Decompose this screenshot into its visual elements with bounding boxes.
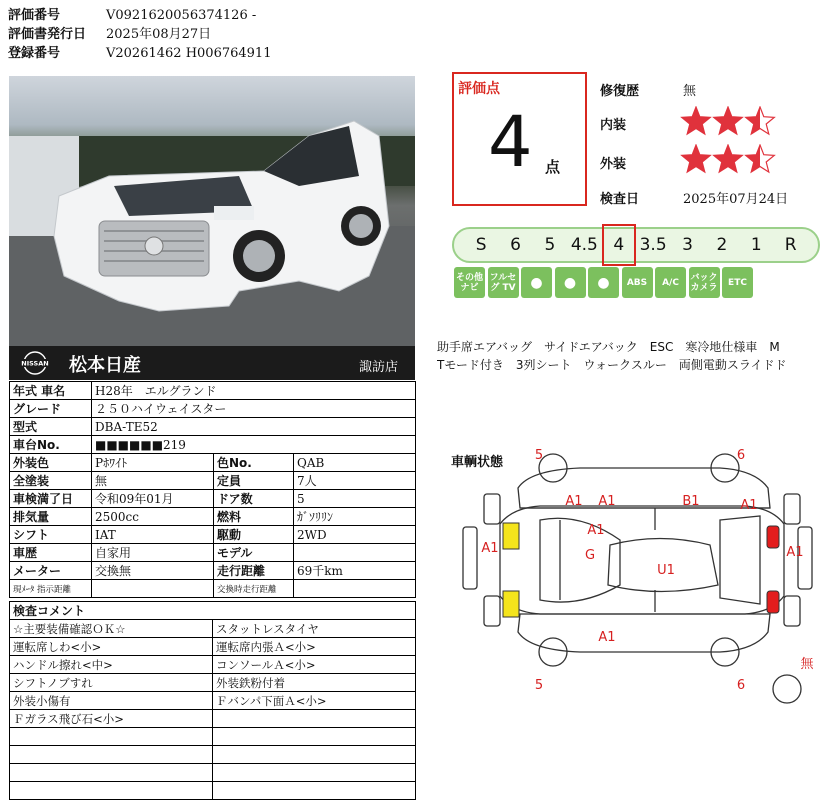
comment-row [10,692,416,710]
spec-value: 無 [92,472,214,490]
damage-mark: A1 [740,498,758,513]
comment-cell: 運転席しわ<小> [10,638,213,656]
comment-cell [213,782,416,800]
issue-date-row [8,26,211,44]
grade-scale-item: R [784,235,797,255]
spec-row [10,382,416,400]
comment-row [10,674,416,692]
etc-icon: ETC [722,267,753,298]
comment-row [10,620,416,638]
issue-date-label: 評価書発行日 [8,27,87,42]
comment-cell: Ｆバンパ下面Ａ<小> [213,692,416,710]
spec-value: 2WD [294,526,416,544]
damage-mark: 6 [736,448,746,463]
spec-key: 色No. [214,454,294,472]
spec-value [92,580,214,598]
spec-key: ドア数 [214,490,294,508]
registration-row [8,45,271,63]
nav-icon: その他 ナビ [454,267,485,298]
rear-right-light [767,591,779,613]
spec-key: 車台No. [10,436,92,454]
spec-row [10,562,416,580]
backcam-icon: バック カメラ [689,267,720,298]
damage-mark: 5 [534,678,544,693]
options-line-2: Tモード付き 3列シート ウォークスルー 両側電動スライドド [437,358,787,372]
issue-date-value: 2025年08月27日 [106,27,212,42]
smartkey-icon: ● [555,267,586,298]
spec-key: 全塗装 [10,472,92,490]
spec-key: メーター [10,562,92,580]
registration-label: 登録番号 [8,46,61,61]
spec-key: 走行距離 [214,562,294,580]
spec-key: 交換時走行距離 [214,580,294,598]
damage-mark: A1 [565,494,583,509]
comment-row [10,782,416,800]
spec-value: 2500cc [92,508,214,526]
options-line-1: 助手席エアバッグ サイドエアバック ESC 寒冷地仕様車 M [437,340,780,354]
spec-key: 外装色 [10,454,92,472]
spec-value: ２５０ハイウェイスター [92,400,416,418]
comment-cell: シフトノブすれ [10,674,213,692]
power-door-icon: ● [588,267,619,298]
ac-icon: A/C [655,267,686,298]
spec-key: グレード [10,400,92,418]
inspection-date-label: 検査日 [600,192,640,207]
comment-row [10,638,416,656]
comment-cell [213,710,416,728]
spec-key: 年式 車名 [10,382,92,400]
front-left-light [503,523,519,549]
comments-table-body [10,602,416,800]
spec-value [294,544,416,562]
diagram-title: 車輌状態 [451,455,504,470]
spec-table-body [10,382,416,598]
spec-value: QAB [294,454,416,472]
comment-cell [213,728,416,746]
grade-scale-item: 2 [716,235,728,255]
front-right-light [503,591,519,617]
spec-key: シフト [10,526,92,544]
registration-value: V20261462 H006764911 [106,46,272,61]
dealer-branch: 諏訪店 [359,360,399,375]
spec-table [9,381,416,598]
score-label: 評価点 [458,81,500,97]
spec-row [10,508,416,526]
nissan-logo-text: NISSAN [21,359,49,368]
damage-mark: 無 [800,657,814,672]
comment-cell [10,746,213,764]
damage-mark: G [584,548,596,563]
exterior-label: 外装 [600,157,627,172]
damage-mark: U1 [657,563,675,578]
damage-mark: 5 [534,448,544,463]
eval-number-label: 評価番号 [8,8,61,23]
dealer-name: 松本日産 [69,355,141,376]
comment-cell: ハンドル擦れ<中> [10,656,213,674]
spec-row [10,400,416,418]
grade-scale-item: 4 [604,226,634,264]
exterior-stars [680,144,784,176]
comment-cell [10,764,213,782]
spec-key: 車歴 [10,544,92,562]
comment-row [10,764,416,782]
spec-value: IAT [92,526,214,544]
spec-key: 現ﾒｰﾀ 指示距離 [10,580,92,598]
wheel-icon: ● [521,267,552,298]
spec-key: 定員 [214,472,294,490]
damage-mark: A1 [481,541,499,556]
spec-row [10,526,416,544]
star-fill [682,145,711,172]
car-outline [463,454,812,703]
grade-scale [452,227,820,263]
comment-cell [10,728,213,746]
spec-value: DBA-TE52 [92,418,416,436]
score-unit: 点 [545,158,561,176]
nissan-logo-icon [15,350,55,376]
spec-value: ｶﾞｿﾘﾘﾝ [294,508,416,526]
spec-key: 燃料 [214,508,294,526]
interior-stars [680,106,784,138]
damage-mark: A1 [598,630,616,645]
abs-icon: ABS [622,267,653,298]
eval-number-value: V0921620056374126 - [106,8,257,23]
comment-cell: 外装鉄粉付着 [213,674,416,692]
spec-key: 駆動 [214,526,294,544]
damage-mark: B1 [682,494,700,509]
spec-key: 排気量 [10,508,92,526]
grade-scale-item: 3 [682,235,693,255]
comment-cell: 外装小傷有 [10,692,213,710]
damage-mark: A1 [587,523,605,538]
tv-icon: フルセグ TV [488,267,519,298]
car-photo [9,76,415,346]
spec-value: 令和09年01月 [92,490,214,508]
spec-value: 自家用 [92,544,214,562]
comments-title: 検査コメント [10,602,416,620]
spec-value: H28年 エルグランド [92,382,416,400]
damage-mark: A1 [786,545,804,560]
comment-row [10,728,416,746]
repair-history-label: 修復歴 [600,84,640,99]
score-box [452,72,587,206]
star-fill [714,145,743,172]
comment-cell [213,746,416,764]
spec-row [10,454,416,472]
comment-cell [213,764,416,782]
dealer-bar [9,346,415,380]
grade-scale-item: 6 [510,235,521,255]
spec-row [10,418,416,436]
comment-cell [10,782,213,800]
spec-value: Pﾎﾜｲﾄ [92,454,214,472]
grade-scale-item: 3.5 [639,235,667,255]
vehicle-condition-diagram [450,440,827,708]
interior-label: 内装 [600,118,627,133]
car-photo-illustration [9,76,415,346]
spec-key: モデル [214,544,294,562]
damage-mark: 6 [736,678,746,693]
comment-cell: 運転席内張Ａ<小> [213,638,416,656]
spec-row [10,580,416,598]
spec-value: ■■■■■■219 [92,436,416,454]
comment-row [10,710,416,728]
spec-row [10,490,416,508]
grade-scale-item: 4.5 [570,235,598,255]
spec-value: 交換無 [92,562,214,580]
eval-number-row [8,7,256,25]
repair-history-value: 無 [683,84,697,99]
spec-key: 型式 [10,418,92,436]
score-value: 4 [488,101,533,183]
grade-scale-item: 1 [750,235,762,255]
damage-mark: A1 [598,494,616,509]
comment-row [10,656,416,674]
grade-scale-item: S [475,235,487,255]
star-fill [682,107,711,134]
comment-cell: スタットレスタイヤ [213,620,416,638]
spec-value: 7人 [294,472,416,490]
spec-row [10,544,416,562]
comment-cell: Ｆガラス飛び石<小> [10,710,213,728]
spec-value [294,580,416,598]
comment-cell: コンソールＡ<小> [213,656,416,674]
comment-row [10,746,416,764]
spec-row [10,472,416,490]
star-fill [714,107,743,134]
comments-table [9,601,416,800]
rear-left-light [767,526,779,548]
spec-value: 5 [294,490,416,508]
grade-scale-item: 5 [544,235,556,255]
comment-cell: ☆主要装備確認ＯＫ☆ [10,620,213,638]
spec-key: 車検満了日 [10,490,92,508]
inspection-date-value: 2025年07月24日 [683,192,789,207]
spec-value: 69千km [294,562,416,580]
spec-row [10,436,416,454]
